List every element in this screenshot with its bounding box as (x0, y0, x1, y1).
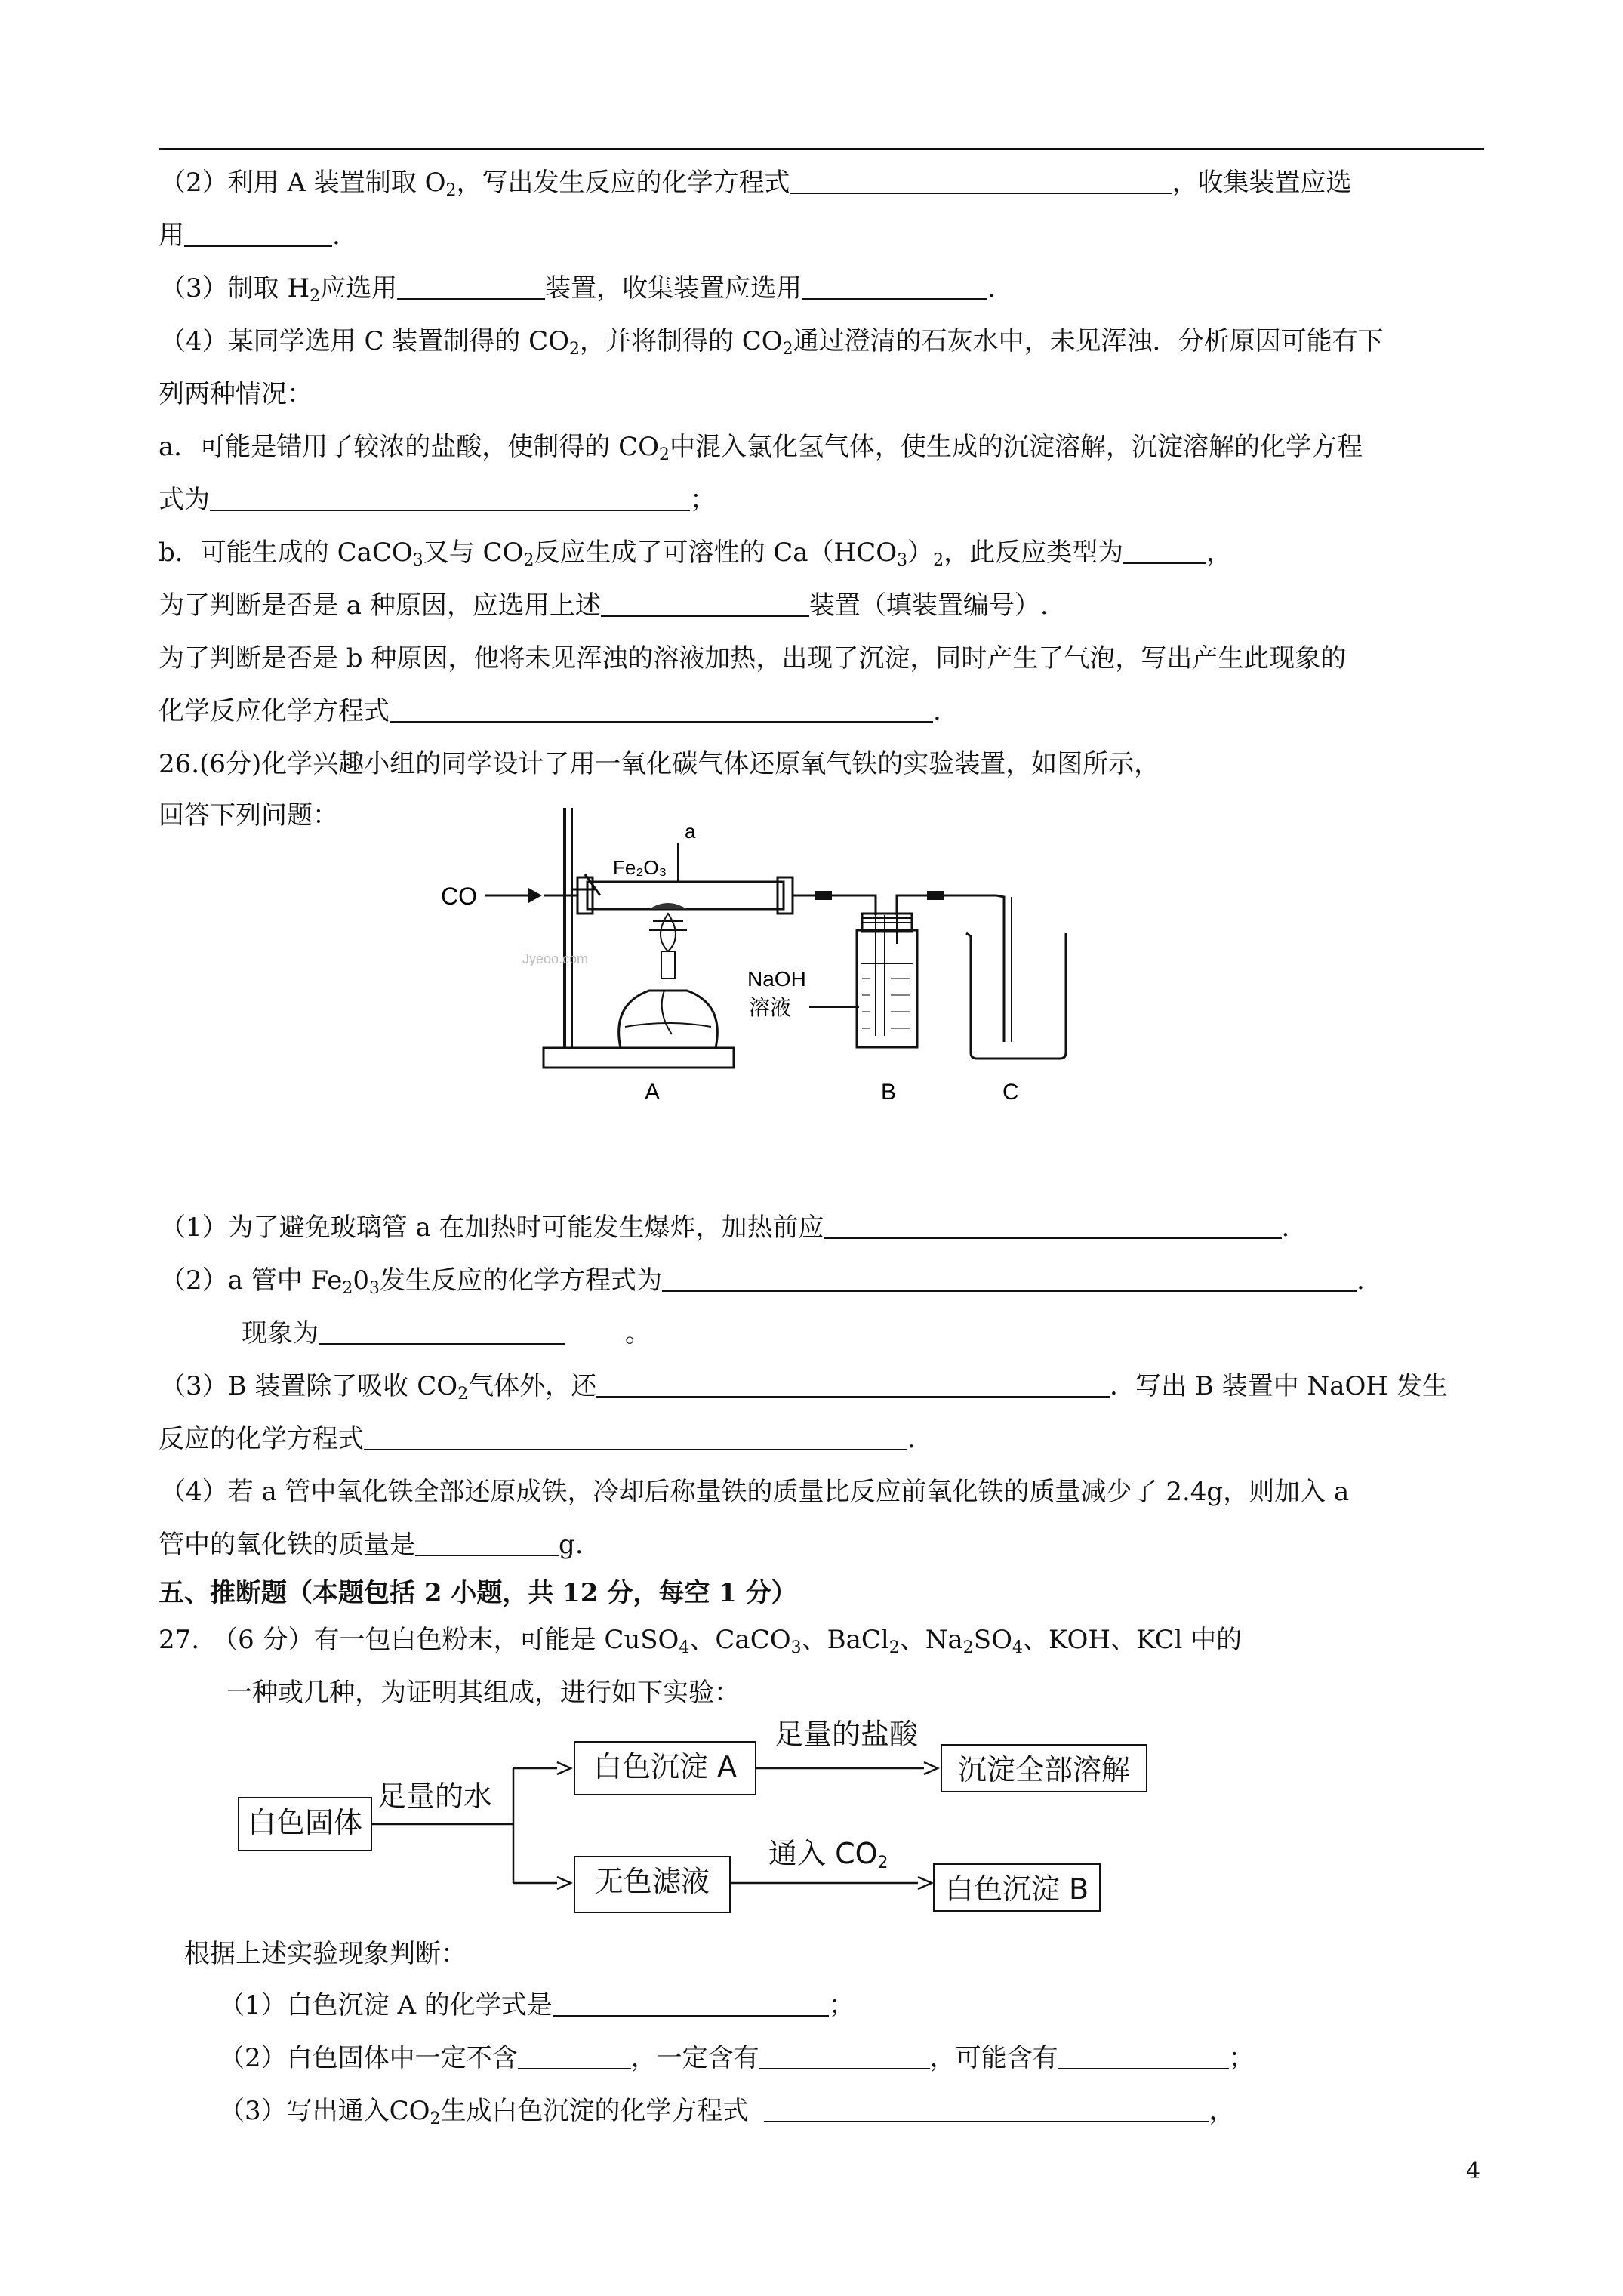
q25-part2-line2: 用 . (159, 220, 340, 251)
q26-part4: （4）若 a 管中氧化铁全部还原成铁，冷却后称量铁的质量比反应前氧化铁的质量减少了 2.4g，则加入 a (160, 1477, 1350, 1507)
answer-blank[interactable] (764, 2098, 1209, 2122)
flow-precip-b: 白色沉淀 B (933, 1863, 1101, 1912)
q25-part-d: 为了判断是否是 b 种原因，他将未见浑浊的溶液加热，出现了沉淀，同时产生了气泡，写出产生此现象的 (159, 643, 1347, 673)
flow-filtrate: 无色滤液 (574, 1856, 731, 1913)
q27-part2: （2）白色固体中一定不含 ，一定含有 ，可能含有 ； (219, 2043, 1255, 2073)
q25-part4: （4）某同学选用 C 装置制得的 $CO_2$，并将制得的 $CO_2$通过澄清的石灰水中，未见浑浊．分析原因可能有下 (160, 326, 1384, 359)
flow-dissolve: 沉淀全部溶解 (941, 1744, 1147, 1792)
flow-label-water: 足量的水 (377, 1780, 493, 1813)
flow-label-hcl: 足量的盐酸 (775, 1718, 919, 1751)
fe2o3-label: Fe₂O₃ (613, 856, 667, 879)
label-a: A (645, 1080, 661, 1105)
flow-label-co2: 通入 $CO_2$ (768, 1837, 888, 1872)
q27-intro: 27. （6 分）有一包白色粉末，可能是 CuSO$_4$、CaCO$_3$、BaCl$_2$、$Na_2SO_4$、KOH、KCl 中的 (159, 1625, 1243, 1657)
q26-part3: （3）B 装置除了吸收 $CO_2$气体外，还 ．写出 B 装置中 NaOH 发生 (160, 1371, 1448, 1404)
q25-part-c: 为了判断是否是 a 种原因，应选用上述 装置（填装置编号）. (159, 590, 1049, 621)
q27-intro2: 一种或几种，为证明其组成，进行如下实验： (226, 1678, 740, 1708)
naoh-solution-label: 溶液 (749, 996, 792, 1019)
q26-intro2: 回答下列问题： (159, 800, 338, 831)
q26-part3-line2: 反应的化学方程式 . (159, 1424, 916, 1454)
naoh-label: NaOH (747, 967, 806, 991)
q25-part-d-line2: 化学反应化学方程式 . (159, 696, 941, 726)
q25-part3: （3）制取 $H_2$应选用 装置，收集装置应选用 . (160, 273, 996, 306)
q26-intro: 26.(6分)化学兴趣小组的同学设计了用一氧化碳气体还原氧气铁的实验装置，如图所示， (159, 749, 1160, 779)
answer-blank[interactable] (1058, 2045, 1229, 2069)
watermark: Jyeoo.com (522, 951, 589, 966)
flow-precip-a: 白色沉淀 A (574, 1741, 756, 1795)
q26-part2-line2: 现象为 。 (242, 1318, 651, 1348)
q26-part1: （1）为了避免玻璃管 a 在加热时可能发生爆炸，加热前应 . (160, 1213, 1290, 1243)
q25-part2: （2）利用 A 装置制取 $O_2$，写出发生反应的化学方程式 ，收集装置应选 (160, 168, 1352, 200)
q26-part2: （2）a 管中 $Fe_20_3$发生反应的化学方程式为 . (160, 1265, 1365, 1298)
section-5-heading: 五、推断题（本题包括 2 小题，共 12 分，每空 1 分） (159, 1578, 797, 1608)
co-label: CO (441, 883, 477, 910)
flow-white-solid: 白色固体 (238, 1797, 372, 1851)
answer-blank[interactable] (518, 2045, 631, 2069)
q27-part1: （1）白色沉淀 A 的化学式是 ； (219, 1990, 855, 2020)
q25-part-b: b．可能生成的 CaCO$_3$又与 $CO_2$反应生成了可溶性的 $Ca(HCO_3)_2$，此反应类型为 ， (159, 538, 1233, 570)
label-c: C (1002, 1080, 1019, 1105)
answer-blank[interactable] (553, 1992, 829, 2017)
answer-blank[interactable] (759, 2045, 930, 2069)
q27-judge: 根据上述实验现象判断： (184, 1939, 467, 1969)
label-b: B (881, 1080, 897, 1105)
q25-part-a-line2: 式为 ； (159, 485, 716, 515)
q25-part-a: a．可能是错用了较浓的盐酸，使制得的 $CO_2$中混入氯化氢气体，使生成的沉淀溶解，沉淀溶解的化学方程 (159, 432, 1363, 464)
q27-part3: （3）写出通入$CO_2$生成白色沉淀的化学方程式 ， (219, 2096, 1235, 2128)
tube-a-label: a (685, 820, 696, 843)
page-number: 4 (1466, 2158, 1481, 2184)
q26-part4-line2: 管中的氧化铁的质量是 g. (159, 1530, 584, 1560)
q25-part4-line2: 列两种情况： (159, 379, 313, 409)
